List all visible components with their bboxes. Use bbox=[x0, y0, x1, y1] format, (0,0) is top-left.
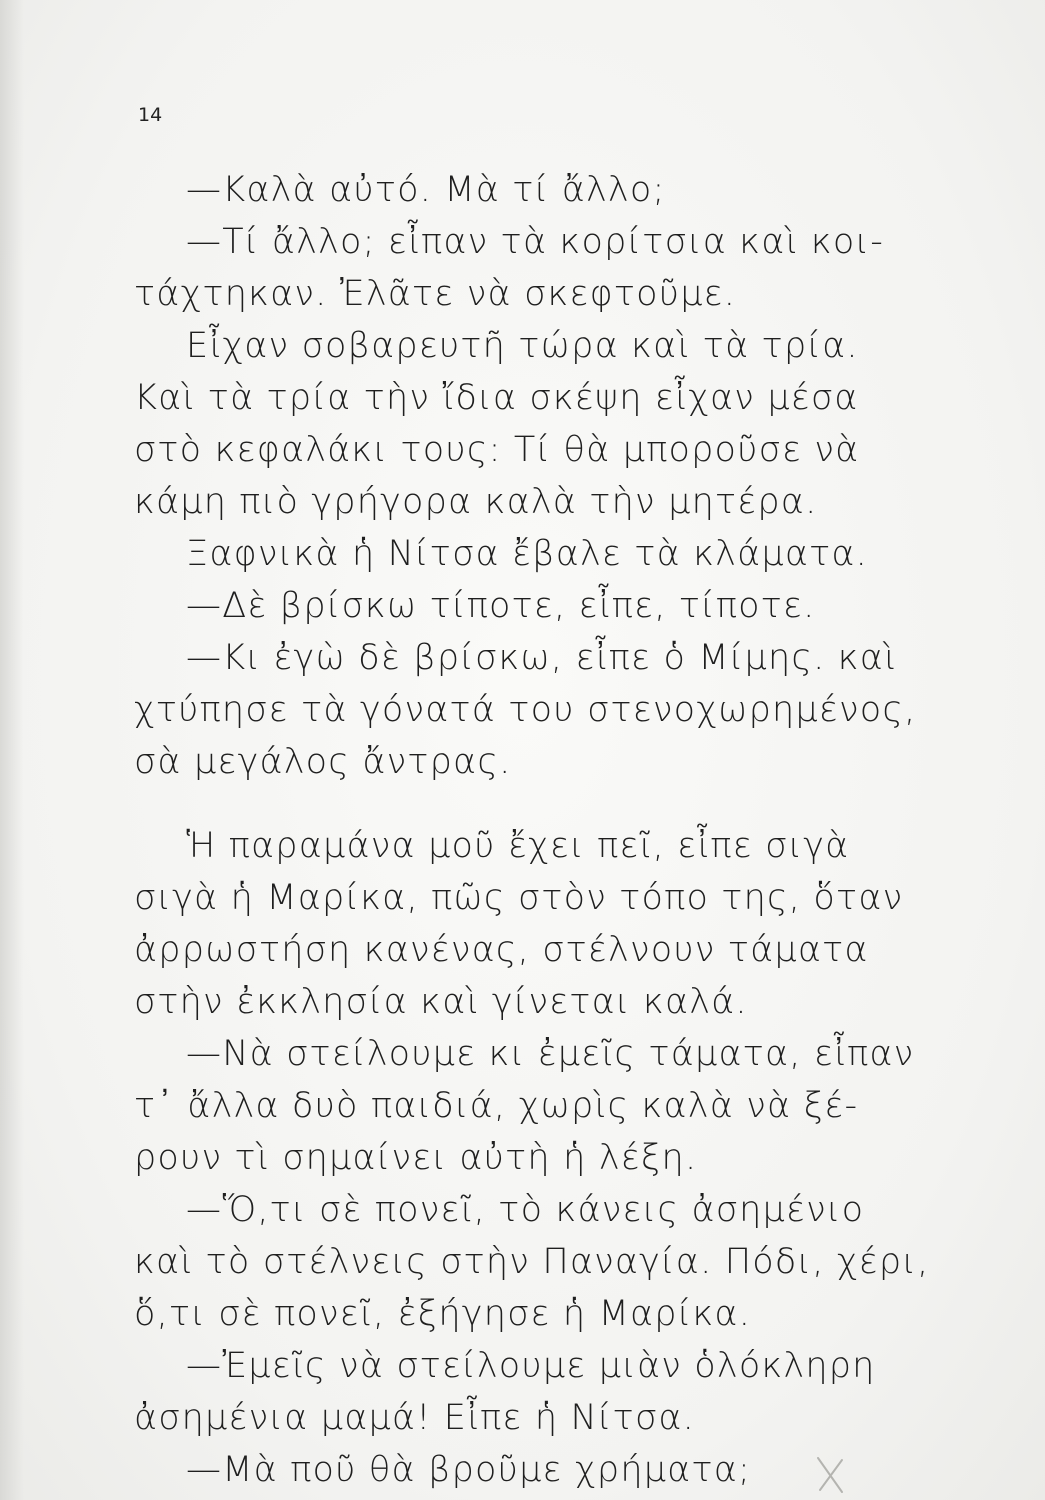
text-line: Εἶχαν σοβαρευτῆ τώρα καὶ τὰ τρία. bbox=[186, 326, 859, 366]
pencil-x-mark bbox=[812, 1452, 852, 1498]
text-line: —Τί ἄλλο; εἶπαν τὰ κορίτσια καὶ κοι- bbox=[186, 222, 885, 262]
text-line: —Καλὰ αὐτό. Μὰ τί ἄλλο; bbox=[186, 170, 666, 210]
page-number: 14 bbox=[138, 104, 163, 126]
text-line: —Μὰ ποῦ θὰ βροῦμε χρήματα; bbox=[186, 1450, 751, 1490]
text-line: τάχτηκαν. Ἐλᾶτε νὰ σκεφτοῦμε. bbox=[134, 274, 737, 314]
text-line: ὅ,τι σὲ πονεῖ, ἐξήγησε ἡ Μαρίκα. bbox=[134, 1294, 752, 1334]
text-line: Ἡ παραμάνα μοῦ ἔχει πεῖ, εἶπε σιγὰ bbox=[186, 826, 850, 866]
text-line: Καὶ τὰ τρία τὴν ἴδια σκέψη εἶχαν μέσα bbox=[134, 378, 859, 418]
page-edge-shadow bbox=[0, 0, 24, 1500]
text-line: Ξαφνικὰ ἡ Νίτσα ἔβαλε τὰ κλάματα. bbox=[186, 534, 868, 574]
text-line: ρουν τὶ σημαίνει αὐτὴ ἡ λέξη. bbox=[134, 1138, 698, 1178]
text-line: ἀρρωστήση κανένας, στέλνουν τάματα bbox=[134, 930, 869, 970]
text-line: —Ὅ,τι σὲ πονεῖ, τὸ κάνεις ἀσημένιο bbox=[186, 1190, 865, 1230]
text-line: —Νὰ στείλουμε κι ἐμεῖς τάματα, εἶπαν bbox=[186, 1034, 915, 1074]
text-line: καὶ τὸ στέλνεις στὴν Παναγία. Πόδι, χέρι, bbox=[134, 1242, 930, 1282]
text-line: στὸ κεφαλάκι τους: Τί θὰ μποροῦσε νὰ bbox=[134, 430, 860, 470]
text-line: χτύπησε τὰ γόνατά του στενοχωρημένος, bbox=[134, 690, 917, 730]
text-line: σιγὰ ἡ Μαρίκα, πῶς στὸν τόπο της, ὅταν bbox=[134, 878, 904, 918]
text-line: —Κι ἐγὼ δὲ βρίσκω, εἶπε ὁ Μίμης. καὶ bbox=[186, 638, 898, 678]
text-line: —Δὲ βρίσκω τίποτε, εἶπε, τίποτε. bbox=[186, 586, 816, 626]
text-line: —Ἐμεῖς νὰ στείλουμε μιὰν ὁλόκληρη bbox=[186, 1346, 876, 1386]
text-line: σὰ μεγάλος ἄντρας. bbox=[134, 742, 512, 782]
text-line: ἀσημένια μαμά! Εἶπε ἡ Νίτσα. bbox=[134, 1398, 695, 1438]
text-line: στὴν ἐκκλησία καὶ γίνεται καλά. bbox=[134, 982, 748, 1022]
text-line: τ᾽ ἄλλα δυὸ παιδιά, χωρὶς καλὰ νὰ ξέ- bbox=[134, 1086, 859, 1126]
text-line: κάμη πιὸ γρήγορα καλὰ τὴν μητέρα. bbox=[134, 482, 818, 522]
